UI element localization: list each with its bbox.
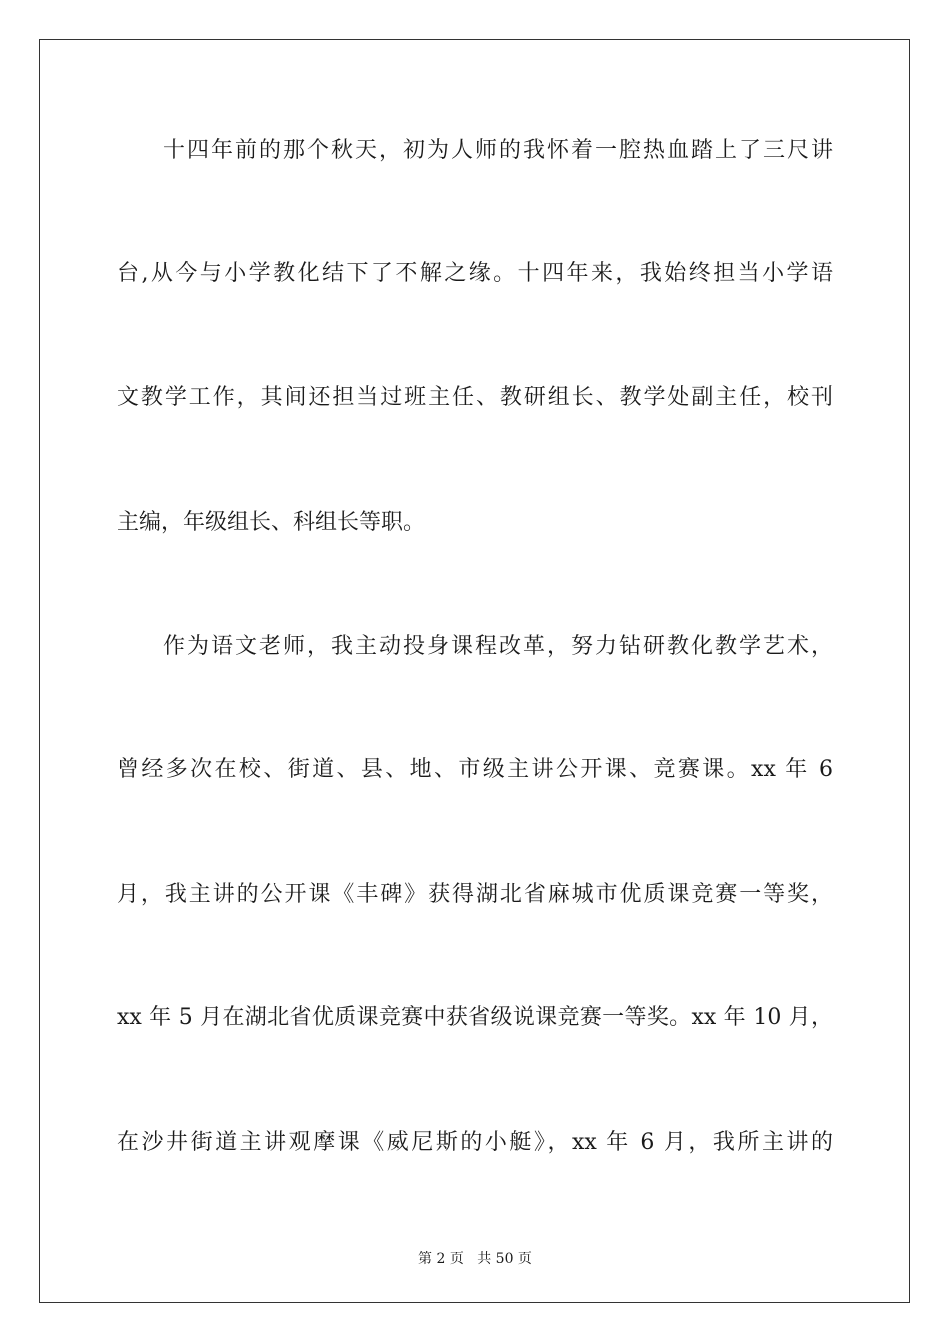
paragraph-1-line-1: 十四年前的那个秋天，初为人师的我怀着一腔热血踏上了三尺讲 (163, 138, 833, 163)
paragraph-1-line-4: 主编，年级组长、科组长等职。 (117, 510, 426, 535)
page-frame (39, 39, 910, 1303)
page-footer (0, 1248, 950, 1268)
paragraph-1-line-2: 台,从今与小学教化结下了不解之缘。十四年来，我始终担当小学语 (117, 261, 833, 286)
paragraph-2-line-3: 月，我主讲的公开课《丰碑》获得湖北省麻城市优质课竞赛一等奖， (117, 882, 833, 907)
paragraph-2-line-5: 在沙井街道主讲观摩课《威尼斯的小艇》，xx 年 6 月，我所主讲的 (117, 1130, 833, 1155)
paragraph-1-line-3: 文教学工作，其间还担当过班主任、教研组长、教学处副主任，校刊 (117, 385, 833, 410)
page-number: 第 2 页 (418, 1251, 464, 1267)
paragraph-2-line-4: xx 年 5 月在湖北省优质课竞赛中获省级说课竞赛一等奖。xx 年 10 月， (117, 1005, 833, 1030)
paragraph-2-line-1: 作为语文老师，我主动投身课程改革，努力钻研教化教学艺术， (163, 634, 833, 659)
page-total: 共 50 页 (477, 1251, 532, 1267)
paragraph-2-line-2: 曾经多次在校、街道、县、地、市级主讲公开课、竞赛课。xx 年 6 (117, 757, 833, 782)
